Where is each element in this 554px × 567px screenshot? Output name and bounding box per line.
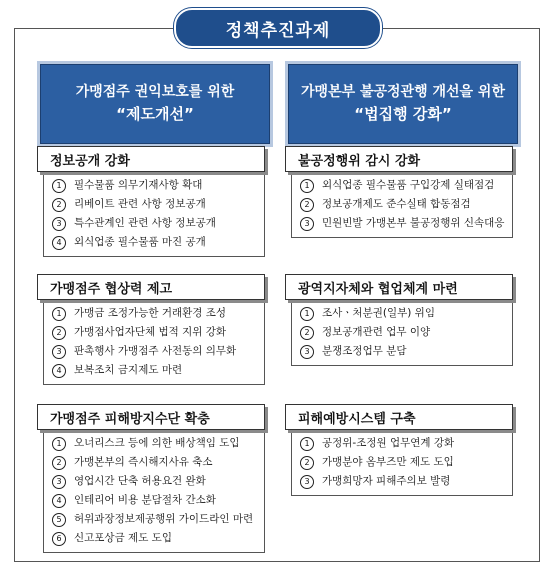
circled-number: 1 [52, 437, 66, 451]
list-item [52, 304, 258, 323]
card-caption: 가맹점주 피해방지수단 확충 [37, 404, 265, 430]
circled-number: 4 [52, 494, 66, 508]
circled-number: 5 [52, 513, 66, 527]
item-text: 가맹점사업자단체 법적 지위 강화 [74, 326, 227, 338]
left-column-header [40, 64, 270, 144]
card-damage-prevention [37, 404, 267, 553]
card-bargaining-power [37, 274, 267, 385]
card-caption: 피해예방시스템 구축 [285, 404, 513, 430]
list-item [52, 195, 258, 214]
circled-number: 1 [52, 179, 66, 193]
list-item [52, 491, 258, 510]
list-item [52, 176, 258, 195]
card-local-cooperation [285, 274, 515, 366]
list-item [52, 214, 258, 233]
card-body [43, 299, 265, 385]
card-caption: 광역지자체와 협업체계 마련 [285, 274, 513, 300]
left-header-line1: 가맹점주 권익보호를 위한 [75, 84, 235, 101]
card-caption: 정보공개 강화 [37, 146, 265, 172]
card-caption: 가맹점주 협상력 제고 [37, 274, 265, 300]
circled-number: 2 [52, 456, 66, 470]
item-text: 필수물품 의무기재사항 확대 [74, 179, 203, 191]
item-text: 분쟁조정업무 분담 [322, 345, 407, 357]
card-unfair-monitoring [285, 146, 515, 238]
card-info-disclosure [37, 146, 267, 257]
list-item [52, 529, 258, 548]
list-item [300, 323, 506, 342]
circled-number: 3 [52, 345, 66, 359]
list-item [300, 472, 506, 491]
list-item [52, 323, 258, 342]
item-text: 정보공개제도 준수실태 합동점검 [322, 198, 471, 210]
list-item [52, 342, 258, 361]
item-text: 정보공개관련 업무 이양 [322, 326, 431, 338]
item-text: 신고포상금 제도 도입 [74, 532, 172, 544]
card-caption: 불공정행위 감시 강화 [285, 146, 513, 172]
list-item [52, 233, 258, 252]
circled-number: 3 [300, 345, 314, 359]
page-title: 정책추진과제 [174, 8, 382, 48]
circled-number: 2 [52, 198, 66, 212]
list-item [52, 361, 258, 380]
circled-number: 6 [52, 532, 66, 546]
circled-number: 1 [300, 437, 314, 451]
circled-number: 1 [300, 307, 314, 321]
circled-number: 3 [300, 217, 314, 231]
item-text: 가맹희망자 피해주의보 발령 [322, 475, 451, 487]
item-text: 보복조치 금지제도 마련 [74, 364, 183, 376]
circled-number: 2 [300, 456, 314, 470]
card-body [43, 171, 265, 257]
list-item [300, 434, 506, 453]
right-header-line2: “법집행 강화” [354, 105, 452, 124]
circled-number: 1 [52, 307, 66, 321]
card-body [291, 299, 513, 366]
item-text: 외식업종 필수물품 구입강제 실태점검 [322, 179, 495, 191]
right-header-line1: 가맹본부 불공정관행 개선을 위한 [301, 84, 505, 101]
list-item [300, 342, 506, 361]
item-text: 특수관계인 관련 사항 정보공개 [74, 217, 216, 229]
list-item [52, 434, 258, 453]
list-item [52, 472, 258, 491]
item-text: 인테리어 비용 분담절차 간소화 [74, 494, 216, 506]
right-column-header [288, 64, 518, 144]
circled-number: 2 [52, 326, 66, 340]
item-text: 공정위-조정원 업무연계 강화 [322, 437, 455, 449]
item-text: 허위과장정보제공행위 가이드라인 마련 [74, 513, 254, 525]
item-text: 판촉행사 가맹점주 사전동의 의무화 [74, 345, 237, 357]
list-item [300, 453, 506, 472]
item-text: 가맹본부의 즉시해지사유 축소 [74, 456, 213, 468]
card-prevention-system [285, 404, 515, 496]
circled-number: 1 [300, 179, 314, 193]
left-header-line2: “제도개선” [116, 105, 194, 124]
circled-number: 4 [52, 364, 66, 378]
item-text: 영업시간 단축 허용요건 완화 [74, 475, 206, 487]
item-text: 가맹금 조정가능한 거래환경 조성 [74, 307, 227, 319]
list-item [300, 304, 506, 323]
list-item [52, 453, 258, 472]
item-text: 리베이트 관련 사항 정보공개 [74, 198, 206, 210]
circled-number: 3 [52, 475, 66, 489]
card-body [43, 429, 265, 553]
item-text: 가맹분야 옴부즈만 제도 도입 [322, 456, 454, 468]
list-item [52, 510, 258, 529]
circled-number: 3 [52, 217, 66, 231]
list-item [300, 195, 506, 214]
item-text: 민원빈발 가맹본부 불공정행위 신속대응 [322, 217, 505, 229]
circled-number: 2 [300, 198, 314, 212]
card-body [291, 171, 513, 238]
list-item [300, 214, 506, 233]
card-body [291, 429, 513, 496]
circled-number: 4 [52, 236, 66, 250]
item-text: 조사ㆍ처분권(일부) 위임 [322, 307, 435, 319]
circled-number: 3 [300, 475, 314, 489]
circled-number: 2 [300, 326, 314, 340]
list-item [300, 176, 506, 195]
item-text: 외식업종 필수물품 마진 공개 [74, 236, 206, 248]
item-text: 오너리스크 등에 의한 배상책임 도입 [74, 437, 240, 449]
